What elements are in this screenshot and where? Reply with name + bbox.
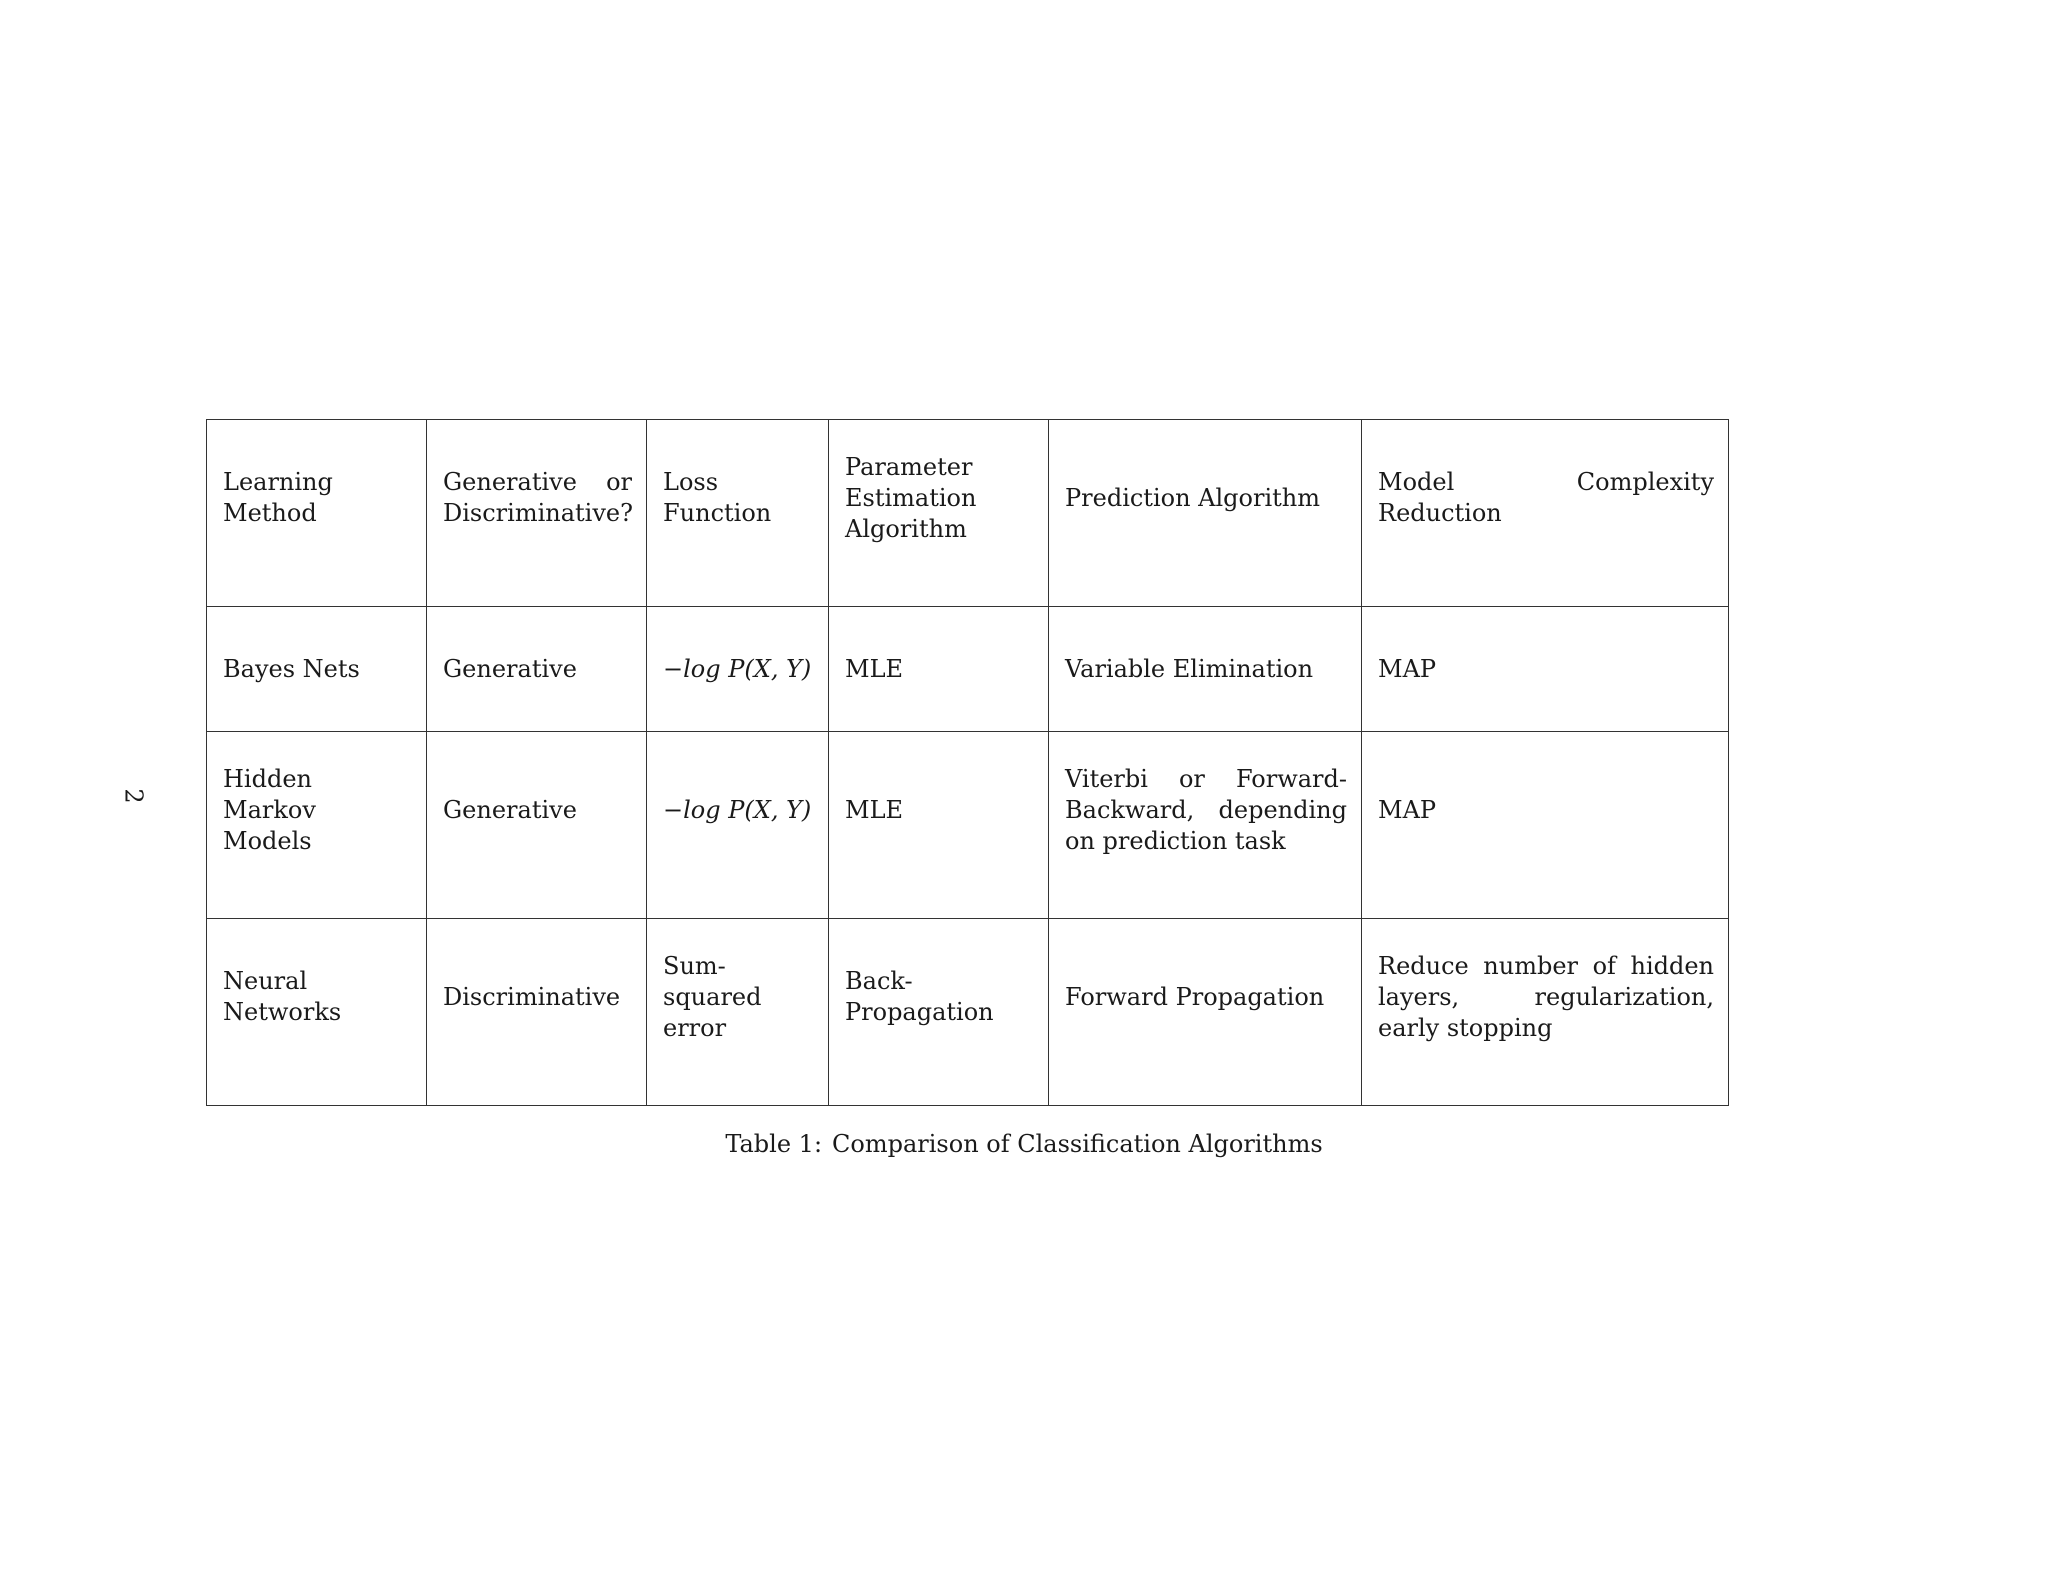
table-row	[207, 607, 1729, 732]
cell-complexity: MAP	[1378, 654, 1437, 683]
cell-estimation: MLE	[845, 654, 904, 683]
table-header-row	[207, 420, 1729, 607]
cell-loss: Sum-squared error	[663, 951, 762, 1042]
cell-type: Generative	[443, 795, 577, 824]
header-prediction-algorithm: Prediction Algorithm	[1065, 483, 1320, 512]
table-cell	[829, 607, 1049, 732]
comparison-table	[206, 419, 1729, 1106]
table-cell	[1049, 919, 1362, 1106]
table-cell	[1362, 732, 1729, 919]
table-row	[207, 732, 1729, 919]
page-number: 2	[119, 788, 148, 804]
header-cell	[1362, 420, 1729, 607]
table-cell	[427, 607, 647, 732]
table-cell	[207, 919, 427, 1106]
cell-type: Generative	[443, 654, 577, 683]
table-cell	[647, 732, 829, 919]
header-cell	[829, 420, 1049, 607]
header-cell	[1049, 420, 1362, 607]
cell-prediction: Forward Propagation	[1065, 982, 1325, 1011]
header-cell	[427, 420, 647, 607]
cell-loss: −log P(X, Y)	[663, 795, 812, 824]
header-learning-method: Learning Method	[223, 468, 333, 527]
cell-type: Discriminative	[443, 982, 621, 1011]
table-cell	[207, 732, 427, 919]
cell-loss: −log P(X, Y)	[663, 654, 812, 683]
cell-complexity: MAP	[1378, 795, 1437, 824]
header-generative-or-discriminative: Generative or Discriminative?	[443, 468, 633, 527]
table-cell	[207, 607, 427, 732]
cell-method: Bayes Nets	[223, 654, 360, 683]
table-cell	[427, 732, 647, 919]
header-cell	[207, 420, 427, 607]
table-cell	[1049, 607, 1362, 732]
cell-complexity: Reduce number of hidden layers, regularization, early stopping	[1378, 951, 1714, 1042]
header-cell	[647, 420, 829, 607]
cell-method: Neural Networks	[223, 967, 342, 1026]
cell-prediction: Viterbi or Forward-Backward, depending on prediction task	[1065, 764, 1347, 855]
cell-method: Hidden Markov Models	[223, 764, 316, 855]
table-row	[207, 919, 1729, 1106]
table-cell	[829, 919, 1049, 1106]
caption-label: Table 1:	[725, 1130, 823, 1158]
table-cell	[647, 607, 829, 732]
header-parameter-estimation: Parameter Estimation Algorithm	[845, 452, 977, 543]
header-model-complexity-reduction: Model Complexity Reduction	[1378, 468, 1714, 527]
table-cell	[1362, 919, 1729, 1106]
table-cell	[1049, 732, 1362, 919]
cell-estimation: Back-Propagation	[845, 967, 994, 1026]
caption-text: Comparison of Classification Algorithms	[832, 1130, 1323, 1158]
table-cell	[427, 919, 647, 1106]
cell-estimation: MLE	[845, 795, 904, 824]
cell-prediction: Variable Elimination	[1065, 654, 1314, 683]
table-cell	[647, 919, 829, 1106]
table-cell	[829, 732, 1049, 919]
table-caption	[0, 1130, 2048, 1158]
table-cell	[1362, 607, 1729, 732]
header-loss-function: Loss Function	[663, 468, 772, 527]
